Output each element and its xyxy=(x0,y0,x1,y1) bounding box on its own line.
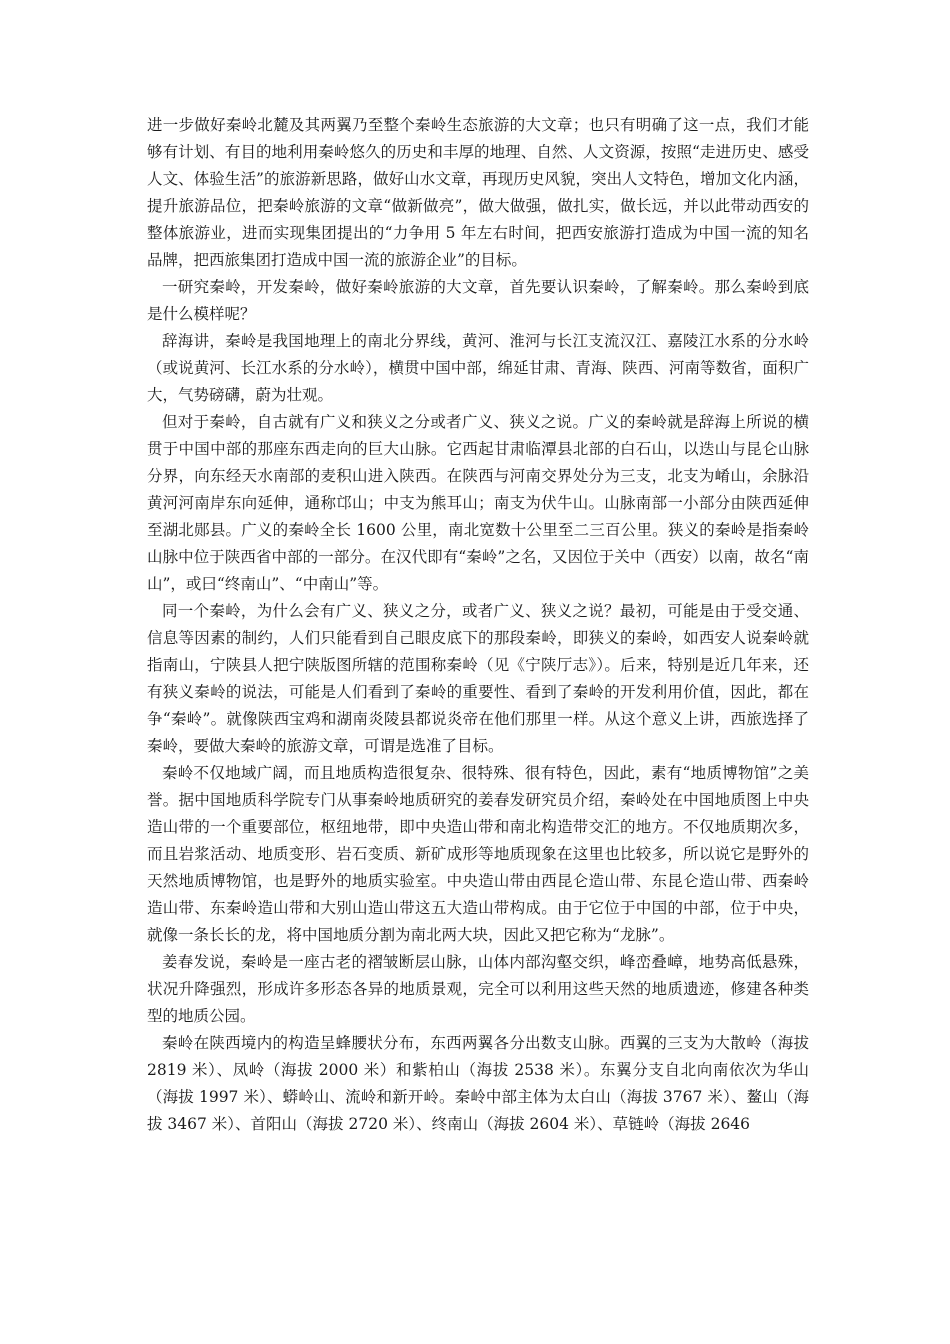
document-page xyxy=(147,112,809,1138)
paragraph-4: 但对于秦岭，自古就有广义和狭义之分或者广义、狭义之说。广义的秦岭就是辞海上所说的横贯于中国中部的那座东西走向的巨大山脉。它西起甘肃临潭县北部的白石山，以迭山与昆仑山脉分界，向东经天水南部的麦积山进入陕西。在陕西与河南交界处分为三支，北支为崤山，余脉沿黄河河南岸东向延伸，通称邙山；中支为熊耳山；南支为伏牛山。山脉南部一小部分由陕西延伸至湖北郧县。广义的秦岭全长 1600 公里，南北宽数十公里至二三百公里。狭义的秦岭是指秦岭山脉中位于陕西省中部的一部分。在汉代即有“秦岭”之名，又因位于关中（西安）以南，故名“南山”，或曰“终南山”、“中南山”等。 xyxy=(147,413,809,593)
paragraph-8: 秦岭在陕西境内的构造呈蜂腰状分布，东西两翼各分出数支山脉。西翼的三支为大散岭（海拔 2819 米）、凤岭（海拔 2000 米）和紫柏山（海拔 2538 米）。东翼分支自北向南依次为华山（海拔 1997 米）、蟒岭山、流岭和新开岭。秦岭中部主体为太白山（海拔 3767 米）、鳌山（海拔 3467 米）、首阳山（海拔 2720 米）、终南山（海拔 2604 米）、草链岭（海拔 2646 xyxy=(147,1034,809,1133)
paragraph-2: 一研究秦岭，开发秦岭，做好秦岭旅游的大文章，首先要认识秦岭，了解秦岭。那么秦岭到底是什么模样呢？ xyxy=(147,278,809,323)
paragraph-3: 辞海讲，秦岭是我国地理上的南北分界线，黄河、淮河与长江支流汉江、嘉陵江水系的分水岭（或说黄河、长江水系的分水岭），横贯中国中部，绵延甘肃、青海、陕西、河南等数省，面积广大，气势磅礴，蔚为壮观。 xyxy=(147,332,809,404)
paragraph-1: 进一步做好秦岭北麓及其两翼乃至整个秦岭生态旅游的大文章；也只有明确了这一点，我们才能够有计划、有目的地利用秦岭悠久的历史和丰厚的地理、自然、人文资源，按照“走进历史、感受人文、体验生活”的旅游新思路，做好山水文章，再现历史风貌，突出人文特色，增加文化内涵，提升旅游品位，把秦岭旅游的文章“做新做亮”，做大做强，做扎实，做长远，并以此带动西安的整体旅游业，进而实现集团提出的“力争用 5 年左右时间，把西安旅游打造成为中国一流的知名品牌，把西旅集团打造成中国一流的旅游企业”的目标。 xyxy=(147,116,809,269)
paragraph-6: 秦岭不仅地域广阔，而且地质构造很复杂、很特殊、很有特色，因此，素有“地质博物馆”之美誉。据中国地质科学院专门从事秦岭地质研究的姜春发研究员介绍，秦岭处在中国地质图上中央造山带的一个重要部位，枢纽地带，即中央造山带和南北构造带交汇的地方。不仅地质期次多，而且岩浆活动、地质变形、岩石变质、新矿成形等地质现象在这里也比较多，所以说它是野外的天然地质博物馆，也是野外的地质实验室。中央造山带由西昆仑造山带、东昆仑造山带、西秦岭造山带、东秦岭造山带和大别山造山带这五大造山带构成。由于它位于中国的中部，位于中央，就像一条长长的龙，将中国地质分割为南北两大块，因此又把它称为“龙脉”。 xyxy=(147,764,809,944)
paragraph-7: 姜春发说，秦岭是一座古老的褶皱断层山脉，山体内部沟壑交织，峰峦叠嶂，地势高低悬殊，状况升降强烈，形成许多形态各异的地质景观，完全可以利用这些天然的地质遗迹，修建各种类型的地质公园。 xyxy=(147,953,809,1025)
paragraph-5: 同一个秦岭，为什么会有广义、狭义之分，或者广义、狭义之说？最初，可能是由于受交通、信息等因素的制约，人们只能看到自己眼皮底下的那段秦岭，即狭义的秦岭，如西安人说秦岭就指南山，宁陕县人把宁陕版图所辖的范围称秦岭（见《宁陕厅志》）。后来，特别是近几年来，还有狭义秦岭的说法，可能是人们看到了秦岭的重要性、看到了秦岭的开发利用价值，因此，都在争“秦岭”。就像陕西宝鸡和湖南炎陵县都说炎帝在他们那里一样。从这个意义上讲，西旅选择了秦岭，要做大秦岭的旅游文章，可谓是选准了目标。 xyxy=(147,602,809,755)
